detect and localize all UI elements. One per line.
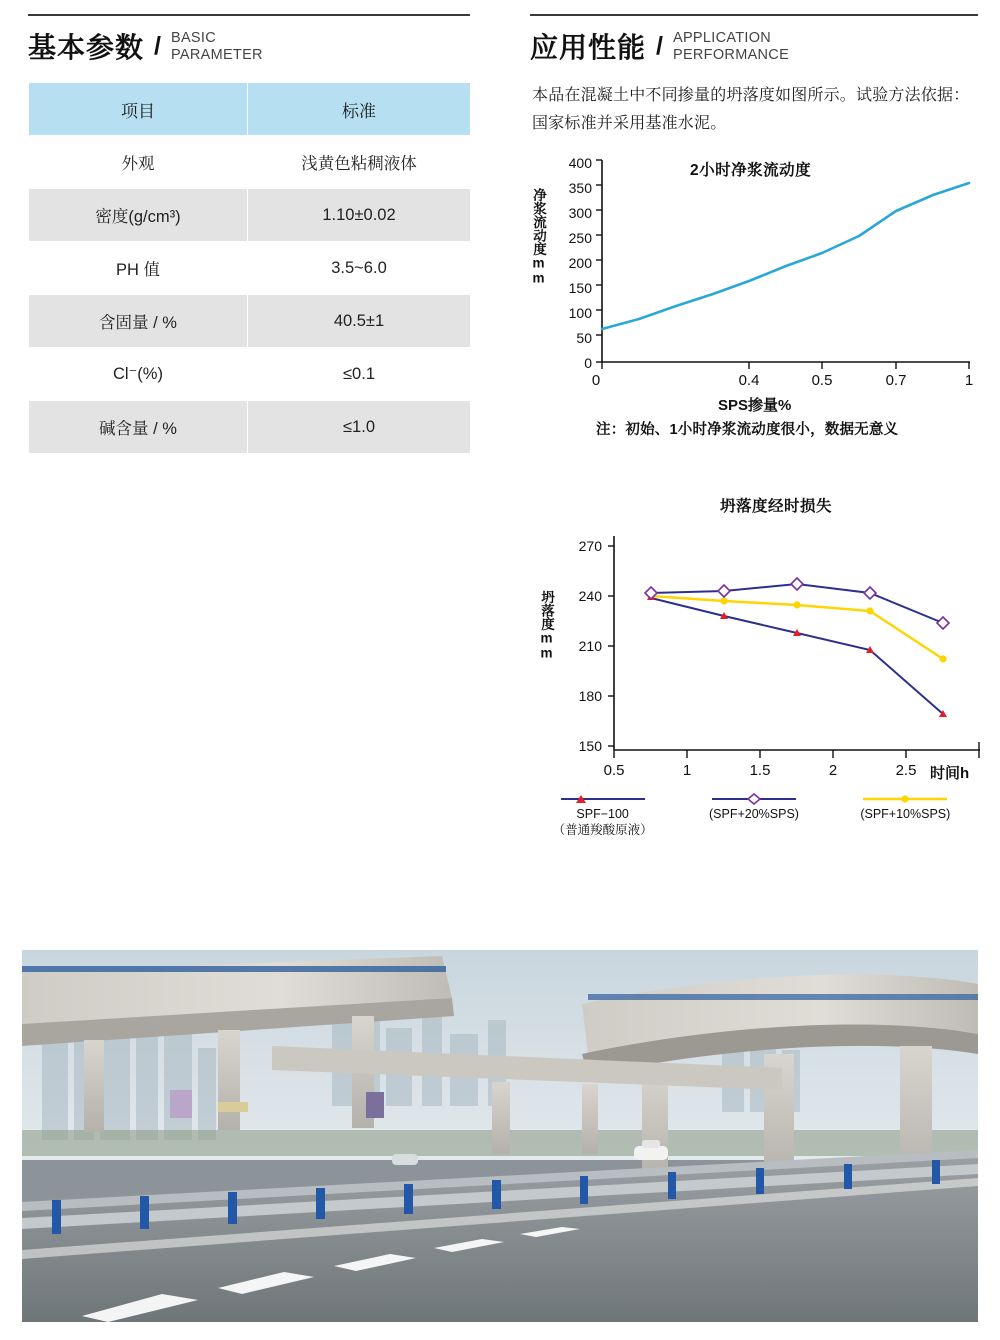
table-header-item: 项目 [29,83,248,136]
legend-marker-circle-icon [833,792,978,806]
table-cell-item: Cl⁻(%) [29,348,248,401]
table-cell-item: PH 值 [29,242,248,295]
section-title-en [171,28,263,64]
x-tick: 0.5 [811,372,833,389]
table-header-standard: 标准 [248,83,471,136]
legend-item [530,792,675,838]
y-axis-label: 坍落度mm [539,590,554,661]
table-cell-value: ≤0.1 [248,348,471,401]
y-tick: 270 [578,538,602,554]
table-cell-item: 外观 [29,136,248,189]
x-tick: 2.5 [895,762,917,779]
y-tick: 180 [578,688,602,704]
section-heading-application [530,26,978,66]
legend-marker-triangle-icon [530,792,675,806]
chart-legend [530,792,978,838]
x-axis-label: SPS掺量% [718,397,792,414]
table-cell-value: 3.5~6.0 [248,242,471,295]
table-row [29,136,471,189]
x-tick: 2 [828,762,838,779]
y-tick: 210 [578,638,602,654]
photo-illustration [22,950,978,1322]
section-slash: / [154,31,161,60]
table-cell-value: 浅黄色粘稠液体 [248,136,471,189]
y-axis-label: 净浆流动度mm [531,188,546,286]
section-divider-basic [28,14,470,16]
section-title-cn: 应用性能 [530,31,647,64]
table-cell-value: ≤1.0 [248,401,471,454]
section-title-cn: 基本参数 [28,31,145,64]
table-row [29,401,471,454]
chart-title: 坍落度经时损失 [720,498,833,515]
table-row [29,348,471,401]
section-title-en-line1: APPLICATION [672,30,772,46]
x-tick: 0.5 [603,762,625,779]
table-cell-item: 密度(g/cm³) [29,189,248,242]
section-title-en [673,28,789,64]
x-tick: 1 [964,372,974,389]
chart-title: 2小时净浆流动度 [690,162,812,179]
table-header-row [29,83,471,136]
legend-item [833,792,978,838]
x-axis-label: 时间h [930,765,970,782]
table-cell-item: 含固量 / % [29,295,248,348]
section-title-en-line1: BASIC [170,30,216,46]
y-tick: 200 [568,255,592,271]
x-tick: 1.5 [749,762,771,779]
x-tick: 1 [682,762,692,779]
y-tick: 250 [568,230,592,246]
table-cell-value: 1.10±0.02 [248,189,471,242]
highway-overpass-photo [22,950,978,1322]
section-divider-application [530,14,978,16]
legend-item [681,792,826,838]
section-slash: / [656,31,663,60]
chart-plot-area [596,154,976,379]
chart-flowability [530,156,978,446]
y-tick: 350 [568,180,592,196]
chart-slump-loss [530,494,978,837]
application-performance-section [530,14,978,837]
table-row [29,189,471,242]
section-title-en-line2: PARAMETER [170,47,263,63]
y-tick: 150 [568,280,592,296]
x-tick: 0.4 [738,372,760,389]
table-cell-item: 碱含量 / % [29,401,248,454]
parameter-table [28,82,471,454]
table-cell-value: 40.5±1 [248,295,471,348]
y-tick: 50 [576,330,592,346]
legend-sublabel: （普通羧酸原液） [552,823,653,837]
y-tick: 400 [568,155,592,171]
x-tick: 0 [591,372,601,389]
legend-sublabel: (SPF+10%SPS) [860,807,951,821]
table-row [29,295,471,348]
chart-note: 注：初始、1小时净浆流动度很小，数据无意义 [596,422,899,438]
table-row [29,242,471,295]
legend-label: SPF−100 [576,807,629,821]
legend-sublabel: (SPF+20%SPS) [709,807,799,821]
basic-parameter-section [28,14,470,454]
y-tick: 100 [568,305,592,321]
y-tick: 0 [584,355,592,371]
y-tick: 150 [578,738,602,754]
y-tick: 300 [568,205,592,221]
legend-marker-diamond-icon [681,792,826,806]
y-tick: 240 [578,588,602,604]
section-heading-basic [28,26,470,66]
section-title-en-line2: PERFORMANCE [672,47,790,63]
x-tick: 0.7 [885,372,907,389]
intro-paragraph: 本品在混凝土中不同掺量的坍落度如图所示。试验方法依据：国家标准并采用基准水泥。 [532,87,970,132]
